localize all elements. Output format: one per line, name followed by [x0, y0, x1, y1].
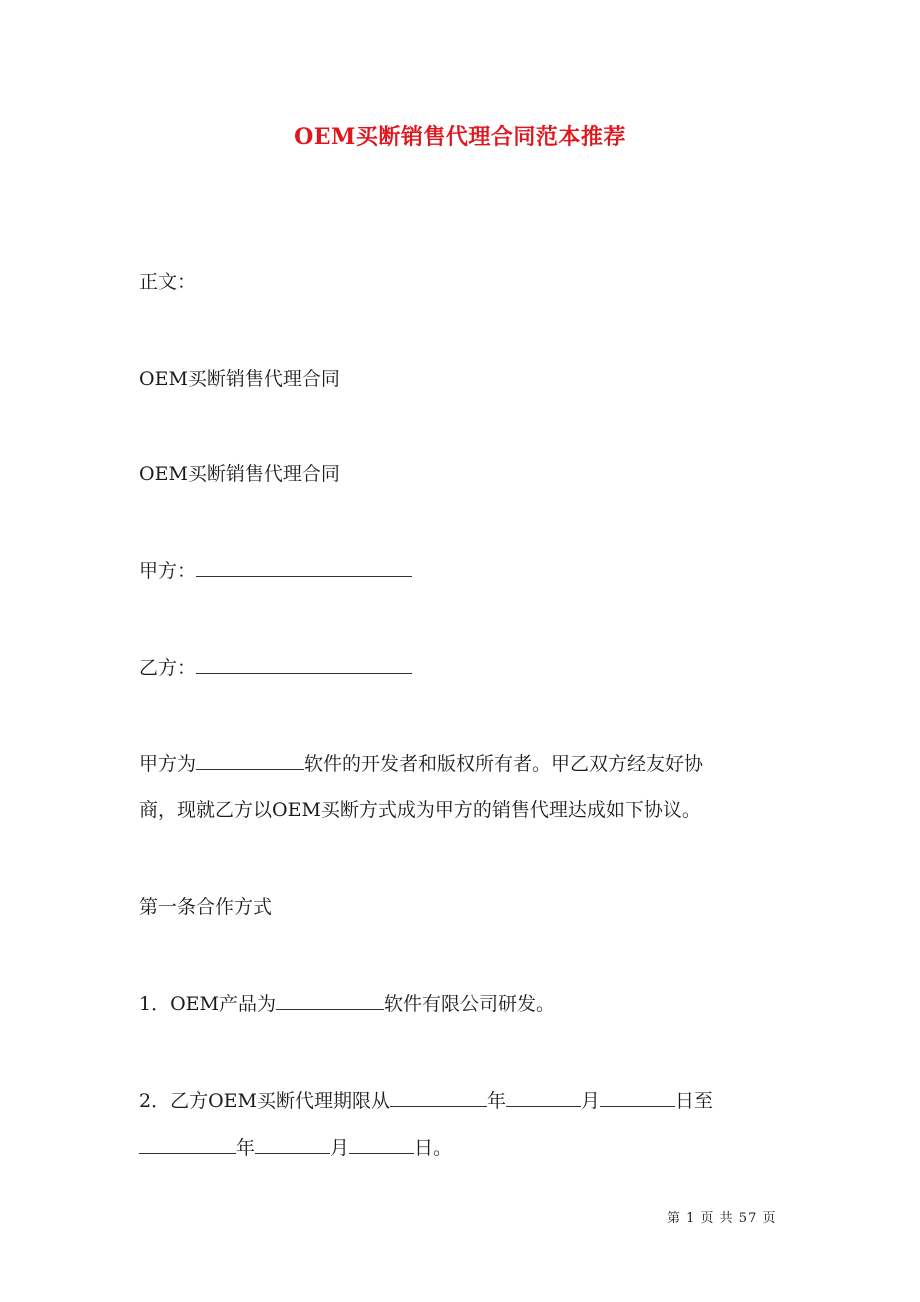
item-2-month: 月 [581, 1090, 601, 1112]
item-2-year: 年 [487, 1090, 507, 1112]
paragraph-1-line-2: 商，现就乙方以OEM买断方式成为甲方的销售代理达成如下协议。 [139, 799, 701, 821]
intro-label: 正文： [139, 271, 197, 293]
article-1-heading: 第一条合作方式 [139, 896, 273, 918]
item-2-line-2 [139, 1133, 452, 1162]
end-day-blank [349, 1133, 414, 1154]
party-a-line [139, 556, 412, 585]
paragraph-1-suffix: 软件的开发者和版权所有者。甲乙双方经友好协 [304, 753, 704, 775]
party-b-blank [196, 653, 412, 674]
item-2-day-end: 日。 [414, 1137, 453, 1159]
item-1-prefix: 1．OEM产品为 [139, 993, 276, 1015]
paragraph-1-line-1 [139, 749, 703, 778]
document-title: OEM买断销售代理合同范本推荐 [294, 124, 626, 150]
item-2-year-2: 年 [236, 1137, 256, 1159]
page-number-footer: 第 1 页 共 57 页 [667, 1211, 777, 1226]
party-a-blank [196, 556, 412, 577]
item-2-line-1 [139, 1086, 713, 1115]
paragraph-1-prefix: 甲方为 [139, 753, 197, 775]
item-2-month-2: 月 [330, 1137, 350, 1159]
party-b-label: 乙方： [139, 657, 197, 679]
item-2-prefix: 2．乙方OEM买断代理期限从 [139, 1090, 390, 1112]
end-year-blank [139, 1133, 236, 1154]
item-2-day-to: 日至 [675, 1090, 714, 1112]
party-b-line [139, 653, 412, 682]
item-1 [139, 989, 555, 1018]
start-day-blank [600, 1086, 675, 1107]
software-name-blank [196, 749, 304, 770]
company-name-blank [276, 989, 384, 1010]
start-year-blank [390, 1086, 487, 1107]
start-month-blank [506, 1086, 581, 1107]
contract-name-line-1: OEM买断销售代理合同 [139, 368, 340, 390]
end-month-blank [255, 1133, 330, 1154]
item-1-suffix: 软件有限公司研发。 [384, 993, 556, 1015]
party-a-label: 甲方： [139, 560, 197, 582]
contract-name-line-2: OEM买断销售代理合同 [139, 463, 340, 485]
